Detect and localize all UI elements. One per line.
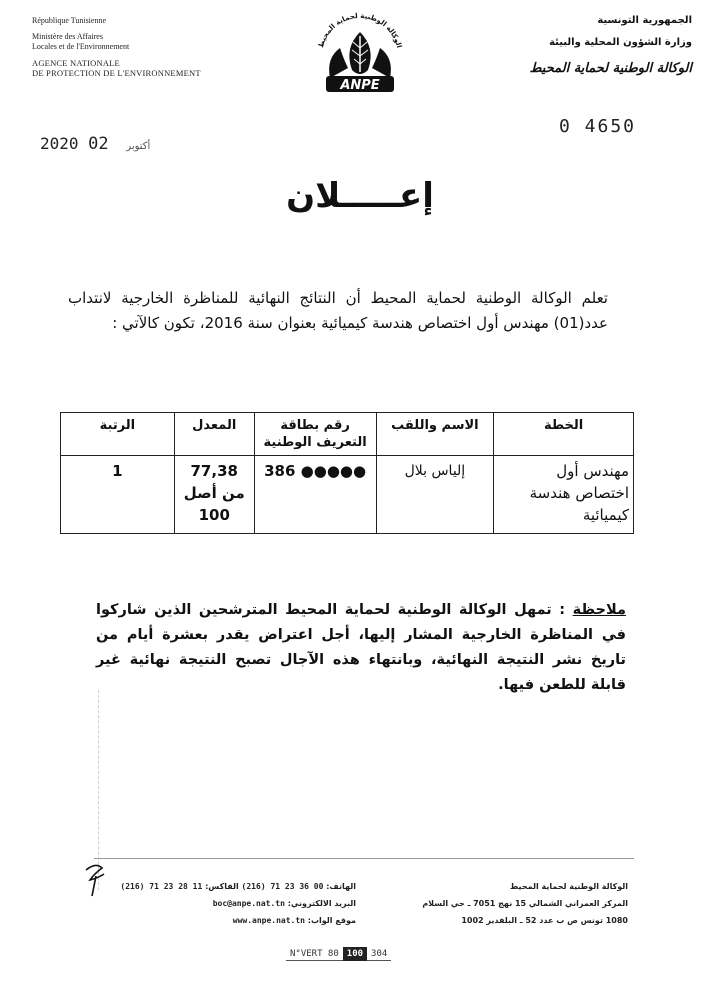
note-paragraph: [96, 598, 626, 698]
header-arabic: [462, 12, 692, 82]
footer-agency: الوكالة الوطنية لحماية المحيط: [509, 882, 628, 891]
anpe-logo: [300, 8, 420, 98]
col-plan: الخطة: [494, 413, 634, 456]
footer-address: [358, 878, 628, 929]
date-day: 02: [88, 134, 109, 154]
footer-web: موقع الواب: www.anpe.nat.tn: [232, 916, 356, 925]
footer-address-line-2: 1080 تونس ص ب عدد 52 ـ البلفدير 1002: [461, 916, 628, 925]
cell-name: إلياس بلال: [376, 456, 494, 534]
footer-contacts: [100, 878, 356, 929]
footer-phone-fax: الهاتف: (216) 71 23 36 00 الفاكس: (216) 71 23 28 11: [120, 882, 356, 891]
fr-ministry-line-1: Ministère des Affaires: [32, 32, 103, 41]
cell-rank: 1: [61, 456, 175, 534]
green-number-stamp: [286, 945, 436, 963]
svg-text:الوكالة الوطنية لحماية المحيط: الوكالة الوطنية لحماية المحيط: [316, 11, 404, 49]
ar-ministry: وزارة الشؤون المحلية والبيئة: [549, 37, 692, 48]
stamp-part-c: 304: [367, 947, 391, 961]
note-label: ملاحظة: [572, 602, 626, 618]
cell-id-card: 386 ●●●●●: [254, 456, 376, 534]
website-link[interactable]: www.anpe.nat.tn: [232, 916, 305, 925]
fr-agency-line-1: AGENCE NATIONALE: [32, 58, 120, 68]
col-id-card: رقم بطاقة التعريف الوطنية: [254, 413, 376, 456]
stamp-part-b: 100: [343, 947, 367, 961]
cell-average: 77,38 من أصل 100: [174, 456, 254, 534]
ar-agency: الوكالة الوطنية لحماية المحيط: [529, 61, 692, 76]
svg-text:ANPE: ANPE: [340, 78, 380, 93]
date-month: أكتوبر: [126, 141, 151, 152]
table-header-row: [61, 413, 634, 456]
header-french: [32, 16, 282, 78]
date-year: 2020: [40, 134, 79, 153]
cell-plan: مهندس أول اختصاص هندسة كيميائية: [494, 456, 634, 534]
document-date: [40, 134, 158, 154]
col-rank: الرتبة: [61, 413, 175, 456]
note-text: : تمهل الوكالة الوطنية لحماية المحيط المترشحين الذين شاركوا في المناظرة الخارجية المشار إليها، أجل اعتراض يقدر بعشرة أيام من تاريخ نشر النتيجة النهائية، وبانتهاء هذه الآجال تصبح النتيجة نهائية غير قابلة للطعن فيها.: [96, 602, 626, 693]
fr-country: République Tunisienne: [32, 16, 107, 25]
footer-email: البريد الالكتروني: boc@anpe.nat.tn: [212, 899, 356, 908]
email-link[interactable]: boc@anpe.nat.tn: [212, 899, 285, 908]
results-table: [60, 412, 634, 534]
page-title: إعـــــلان: [286, 176, 434, 216]
footer-divider: [94, 858, 634, 859]
stamp-part-a: N°VERT 80: [286, 947, 343, 961]
table-row: [61, 456, 634, 534]
reference-number: 0 4650: [558, 116, 636, 137]
fr-ministry-line-2: Locales et de l'Environnement: [32, 42, 130, 51]
logo-icon: [300, 8, 420, 98]
ar-country: الجمهورية التونسية: [597, 15, 692, 26]
footer-address-line-1: المركز العمراني الشمالي 15 نهج 7051 ـ حي السلام: [422, 899, 628, 908]
col-average: المعدل: [174, 413, 254, 456]
col-name: الاسم واللقب: [376, 413, 494, 456]
fr-agency-line-2: DE PROTECTION DE L'ENVIRONNEMENT: [32, 68, 201, 78]
intro-paragraph: تعلم الوكالة الوطنية لحماية المحيط أن النتائج النهائية للمناظرة الخارجية لانتداب عدد(01) مهندس أول اختصاص هندسة كيميائية بعنوان سنة 2016، تكون كالآتي :: [68, 289, 608, 332]
